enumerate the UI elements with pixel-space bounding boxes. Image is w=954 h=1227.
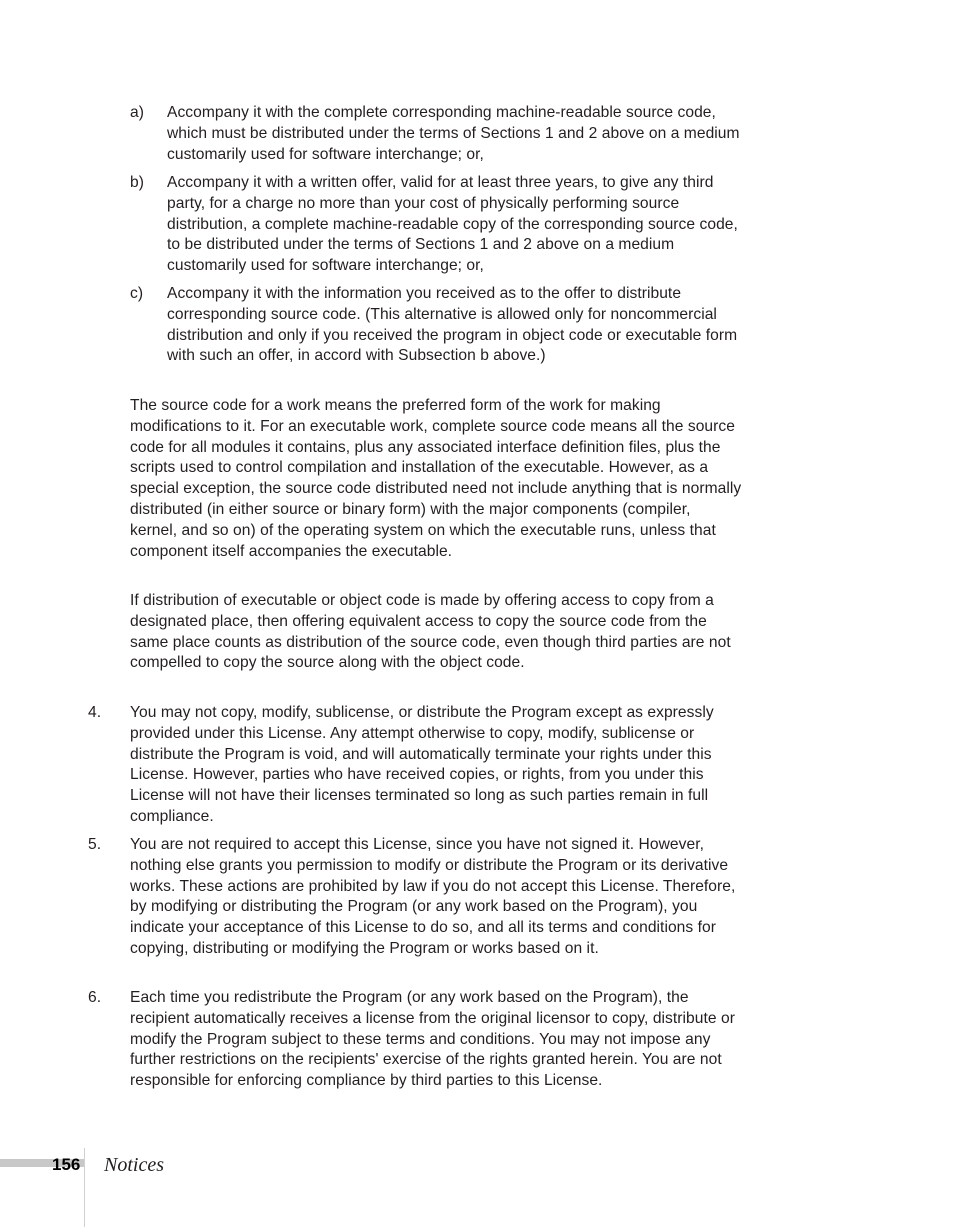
list-item-text: Accompany it with the information you received as to the offer to distribute corresponding source code. (This alternative is allowed only for noncommercial distribution and only if you received the program in object code or executable form with such an offer, in accord with Subsection b above.) xyxy=(167,285,738,365)
section-name: Notices xyxy=(104,1154,164,1176)
paragraph-source-code: The source code for a work means the preferred form of the work for making modifications to it. For an executable work, complete source code means all the source code for all modules it contains, plus any associated interface definition files, plus the scripts used to control compilation and installation of the executable. However, as a special exception, the source code distributed need not include anything that is normally distributed (in either source or binary form) with the major components (compiler, kernel, and so on) of the operating system on which the executable runs, unless that component itself accompanies the executable. xyxy=(130,397,742,560)
list-item-c xyxy=(130,284,742,367)
list-item-text: Accompany it with the complete corresponding machine-readable source code, which must be distributed under the terms of Sections 1 and 2 above on a medium customarily used for software interchange; or, xyxy=(167,104,740,163)
list-marker: c) xyxy=(130,285,144,302)
item-text: Each time you redistribute the Program (or any work based on the Program), the recipient automatically receives a license from the original licensor to copy, distribute or modify the Program subject to these terms and conditions. You may not impose any further restrictions on the recipients' exercise of the rights granted herein. You are not responsible for enforcing compliance by third parties to this License. xyxy=(130,989,735,1090)
item-text: You may not copy, modify, sublicense, or distribute the Program except as expressly provided under this License. Any attempt otherwise to copy, modify, sublicense or distribute the Program is void, and will automatically terminate your rights under this License. However, parties who have received copies, or rights, from you under this License will not have their licenses terminated so long as such parties remain in full compliance. xyxy=(130,704,714,825)
numbered-item-5 xyxy=(88,835,742,960)
paragraph-distribution-access: If distribution of executable or object code is made by offering access to copy from a designated place, then offering equivalent access to copy the source code from the same place counts as distribution of the source code, even though third parties are not compelled to copy the source along with the object code. xyxy=(130,592,731,672)
item-number: 5. xyxy=(88,836,102,853)
numbered-item-6 xyxy=(88,988,742,1092)
item-number: 6. xyxy=(88,989,102,1006)
item-text: You are not required to accept this License, since you have not signed it. However, nothing else grants you permission to modify or distribute the Program or its derivative works. These actions are prohibited by law if you do not accept this License. Therefore, by modifying or distributing the Program (or any work based on the Program), you indicate your acceptance of this License to do so, and all its terms and conditions for copying, distributing or modifying the Program or works based on it. xyxy=(130,836,736,957)
list-item-text: Accompany it with a written offer, valid for at least three years, to give any third party, for a charge no more than your cost of physically performing source distribution, a complete machine-readable copy of the corresponding source code, to be distributed under the terms of Sections 1 and 2 above on a medium customarily used for software interchange; or, xyxy=(167,174,738,275)
list-marker: b) xyxy=(130,174,144,191)
page-number: 156 xyxy=(52,1155,81,1174)
list-item-b xyxy=(130,173,742,277)
numbered-item-4 xyxy=(88,703,742,828)
footer-divider xyxy=(84,1148,85,1227)
list-marker: a) xyxy=(130,104,144,121)
list-item-a xyxy=(130,103,742,165)
item-number: 4. xyxy=(88,704,102,721)
